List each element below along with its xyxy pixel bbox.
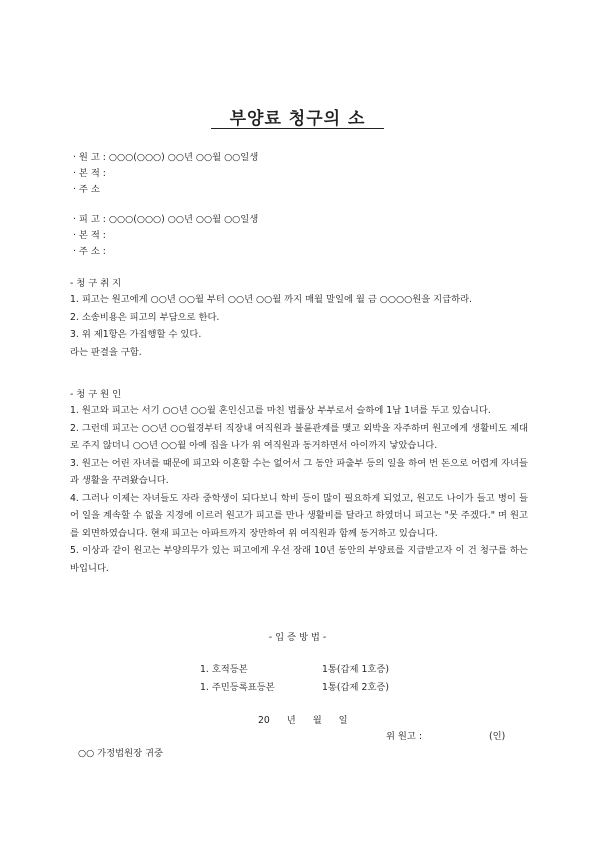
evidence-item-name: 1. 호적등본 <box>200 664 248 675</box>
plaintiff-domicile-line: · 본 적 : <box>73 168 106 179</box>
plaintiff-address-line: · 주 소 <box>73 184 100 195</box>
claim-purpose-item: 3. 위 제1항은 가집행할 수 있다. <box>70 329 202 340</box>
claim-cause-item: 2. 그런데 피고는 ○○년 ○○월경부터 직장내 여직원과 불륜관계를 맺고 외박을 자주하며 원고에게 생활비도 제대로 주지 않더니 ○○년 ○○월 아예 집을 나가 위 여직원과 동거하면서 아이까지 낳았습니다. <box>70 422 528 451</box>
defendant-address-line: · 주 소 : <box>73 246 106 257</box>
evidence-item-name: 1. 주민등록표등본 <box>200 682 275 693</box>
claim-cause-item: 5. 이상과 같이 원고는 부양의무가 있는 피고에게 우선 장래 10년 동안의 부양료를 지급받고자 이 건 청구를 하는 바입니다. <box>70 545 528 574</box>
document-title: 부양료 청구의 소 <box>229 109 366 129</box>
court-addressee: ○○ 가정법원장 귀중 <box>78 748 164 759</box>
filing-date: 20 년 월 일 <box>258 715 348 726</box>
claim-purpose-heading: - 청 구 취 지 <box>70 278 122 289</box>
seal-mark: (인) <box>489 731 506 742</box>
defendant-domicile-line: · 본 적 : <box>73 230 106 241</box>
claim-cause-item: 3. 원고는 어린 자녀를 때문에 피고와 이혼할 수는 없어서 그 동안 파출부 등의 일을 하여 번 돈으로 어렵게 자녀들과 생활을 꾸려왔습니다. <box>70 457 528 486</box>
evidence-heading: - 입 증 방 법 - <box>268 632 327 643</box>
defendant-name-line: · 피 고 : ○○○(○○○) ○○년 ○○월 ○○일생 <box>73 214 259 225</box>
claim-cause-section <box>70 402 528 577</box>
claim-purpose-section <box>70 291 528 361</box>
claim-cause-item: 1. 원고와 피고는 서기 ○○년 ○○월 혼인신고를 마친 법률상 부부로서 슬하에 1남 1녀를 두고 있습니다. <box>70 405 491 416</box>
plaintiff-name-line: · 원 고 : ○○○(○○○) ○○년 ○○월 ○○일생 <box>73 152 259 163</box>
signer-label: 위 원고 : <box>386 731 422 742</box>
evidence-item-count: 1통(갑제 2호증) <box>322 682 389 693</box>
evidence-item-count: 1통(갑제 1호증) <box>322 664 389 675</box>
claim-purpose-item: 1. 피고는 원고에게 ○○년 ○○월 부터 ○○년 ○○월 까지 매월 말일에 월 금 ○○○○원을 지급하라. <box>70 294 473 305</box>
claim-purpose-item: 라는 판결을 구함. <box>70 346 142 358</box>
claim-cause-item: 4. 그러나 이제는 자녀들도 자라 중학생이 되다보니 학비 등이 많이 필요하게 되었고, 원고도 나이가 들고 병이 들어 일을 계속할 수 없을 지경에 이르러 원고가 피고를 만나 생활비를 달라고 하였더니 피고는 "못 주겠다." 며 원고를 외면하였습니다. 현재 피고는 아파트까지 장만하여 위 여직원과 함께 동거하고 있습니다. <box>70 492 528 539</box>
title-underline <box>211 128 384 129</box>
claim-purpose-item: 2. 소송비용은 피고의 부담으로 한다. <box>70 311 220 323</box>
claim-cause-heading: - 청 구 원 인 <box>70 389 122 400</box>
